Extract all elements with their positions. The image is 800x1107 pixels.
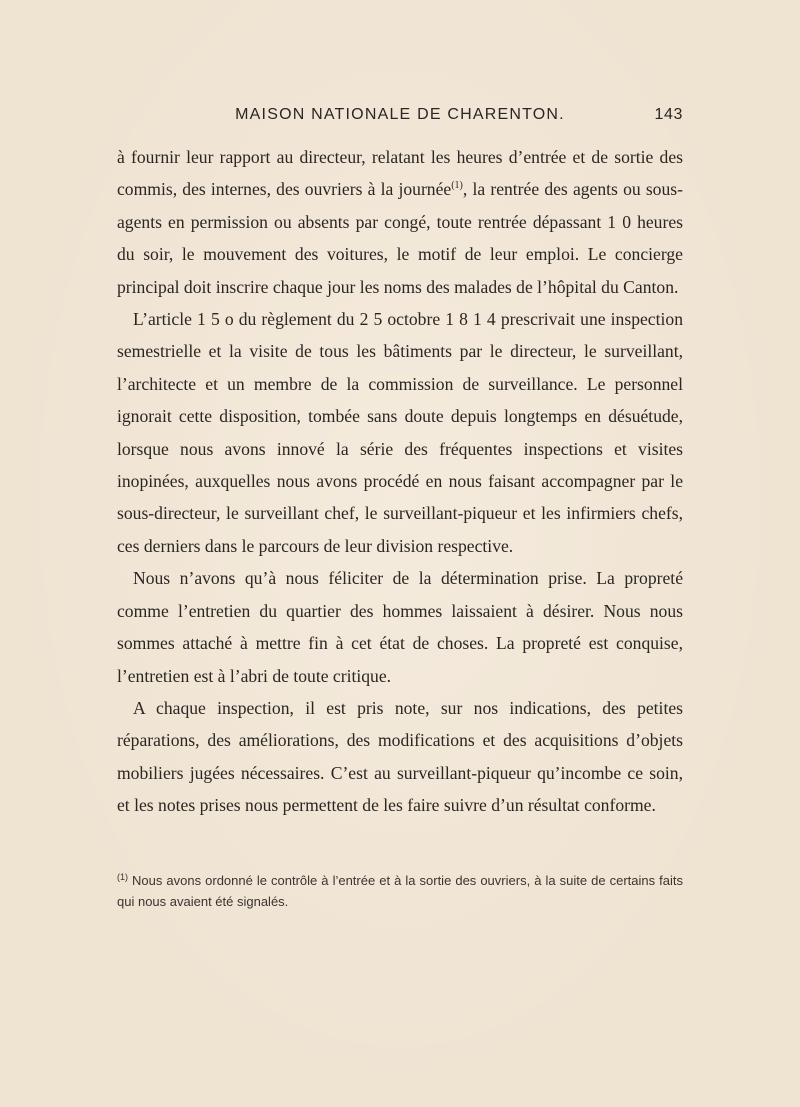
footnote-text <box>117 870 683 912</box>
page-number: 143 <box>654 106 683 123</box>
paragraph-1-start: à fournir leur rapport au directeur, relatant les heures d’entrée et de sortie des commis, des internes, des ouvriers à la journée <box>117 147 683 200</box>
paragraph-1-end: , la rentrée des agents ou sous-agents en permission ou absents par congé, toute rentrée dépassant 1 0 heures du soir, le mouvement des voitures, le motif de leur emploi. Le concierge principal doit inscrire chaque jour les noms des malades de l’hôpital du Canton. <box>117 179 683 297</box>
running-title: MAISON NATIONALE DE CHARENTON. <box>235 106 565 123</box>
footnote <box>117 870 683 912</box>
paragraph-1 <box>117 141 683 303</box>
running-header <box>117 106 683 130</box>
paragraph-3: Nous n’avons qu’à nous féliciter de la détermination prise. La propreté comme l’entretien du quartier des hommes laissaient à désirer. Nous nous sommes attaché à mettre fin à cet état de choses. La propreté est conquise, l’entretien est à l’abri de toute critique. <box>117 568 683 686</box>
paragraph-2: L’article 1 5 o du règlement du 2 5 octobre 1 8 1 4 prescrivait une inspection semestrielle et la visite de tous les bâtiments par le directeur, le surveillant, l’architecte et un membre de la commission de surveillance. Le personnel ignorait cette disposition, tombée sans doute depuis longtemps en désuétude, lorsque nous avons innové la série des fréquentes inspections et visites inopinées, auxquelles nous avons procédé en nous faisant accompagner par le sous-directeur, le surveillant chef, le surveillant-piqueur et les infirmiers chefs, ces derniers dans le parcours de leur division respective. <box>117 309 683 556</box>
footnote-body: Nous avons ordonné le contrôle à l’entrée et à la sortie des ouvriers, à la suite de certains faits qui nous avaient été signalés. <box>117 873 683 909</box>
paragraph-4: A chaque inspection, il est pris note, sur nos indications, des petites réparations, des améliorations, des modifications et des acquisitions d’objets mobiliers jugées nécessaires. C’est au surveillant-piqueur qu’incombe ce soin, et les notes prises nous permettent de les faire suivre d’un résultat conforme. <box>117 697 683 816</box>
body-text <box>117 141 683 822</box>
footnote-mark: (1) <box>117 872 128 882</box>
footnote-reference: (1) <box>451 180 463 192</box>
